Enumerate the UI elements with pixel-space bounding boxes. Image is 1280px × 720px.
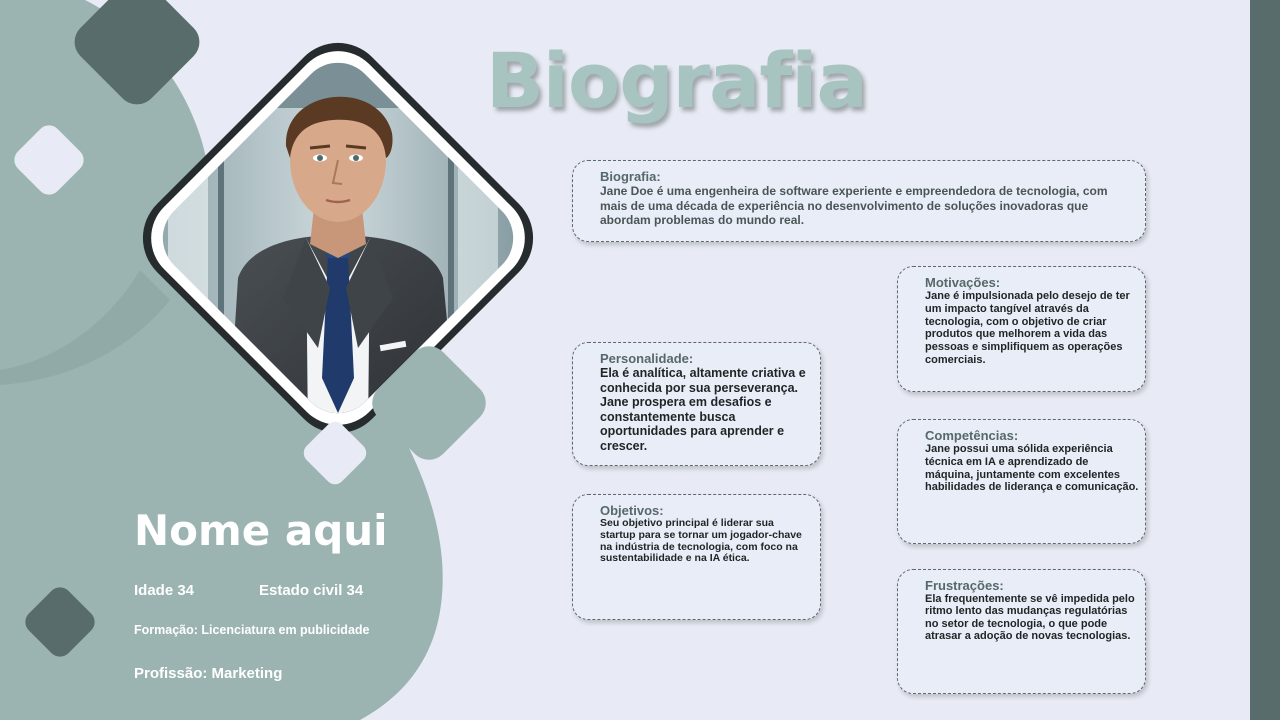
card-personalidade [572, 342, 821, 466]
card-biografia-text: Jane Doe é uma engenheira de software experiente e empreendedora de tecnologia, com mais de uma década de experiência no desenvolvimento de soluções inovadoras que abordam problemas do mundo real. [600, 184, 1108, 227]
right-accent-strip [1250, 0, 1280, 720]
card-biografia-title: Biografia: [600, 169, 661, 184]
card-competencias [897, 419, 1146, 544]
card-objetivos [572, 494, 821, 620]
profile-civil-status: Estado civil 34 [259, 582, 364, 599]
profile-education: Formação: Licenciatura em publicidade [134, 623, 370, 637]
card-objetivos-text: Seu objetivo principal é liderar sua startup para se tornar um jogador-chave na indústria de tecnologia, com foco na sustentabilidade e na IA ética. [600, 517, 802, 565]
profile-profession: Profissão: Marketing [134, 665, 283, 682]
page-title: Biografia [486, 36, 867, 125]
card-frustracoes-title: Frustrações: [925, 578, 1004, 593]
card-frustracoes-text: Ela frequentemente se vê impedida pelo ritmo lento das mudanças regulatórias no setor de tecnologia, o que pode atrasar a adoção de novas tecnologias. [925, 593, 1135, 642]
profile-age: Idade 34 [134, 582, 195, 599]
card-biografia [572, 160, 1146, 242]
card-competencias-text: Jane possui uma sólida experiência técnica em IA e aprendizado de máquina, juntamente com excelentes habilidades de liderança e comunicação. [925, 443, 1139, 494]
card-motivacoes-text: Jane é impulsionada pelo desejo de ter um impacto tangível através da tecnologia, com o objetivo de criar produtos que melhorem a vida das pessoas e simplifiquem as operações comerciais. [925, 290, 1130, 366]
profile-name: Nome aqui [134, 506, 388, 555]
card-objetivos-title: Objetivos: [600, 503, 664, 518]
card-motivacoes-title: Motivações: [925, 275, 1001, 290]
card-motivacoes [897, 266, 1146, 392]
card-personalidade-text: Ela é analítica, altamente criativa e conhecida por sua perseverança. Jane prospera em desafios e constantemente busca oportunidades para aprender e crescer. [600, 366, 806, 453]
card-personalidade-title: Personalidade: [600, 351, 694, 366]
card-frustracoes [897, 569, 1146, 694]
card-competencias-title: Competências: [925, 428, 1019, 443]
